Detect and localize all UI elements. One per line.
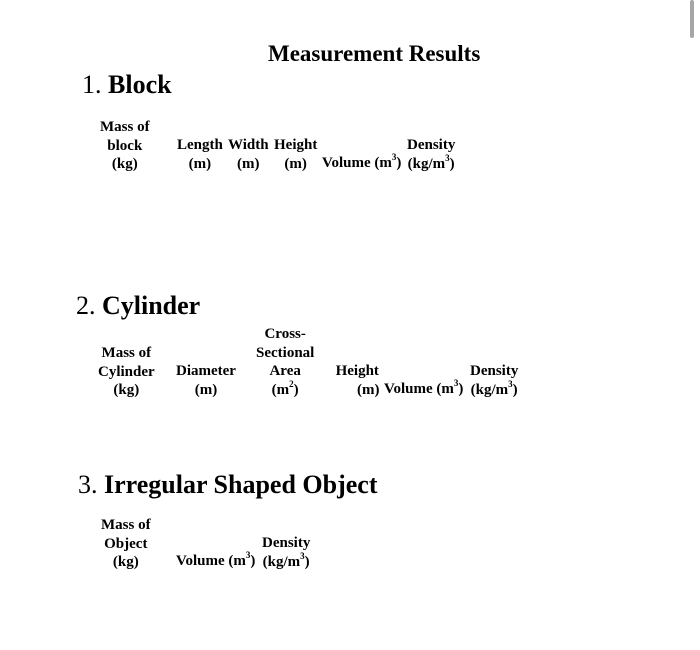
section-number: 2. (76, 291, 96, 320)
column-cross-sectional-area: Cross- Sectional Area $(m^2)$ (256, 326, 315, 398)
section-name: Block (108, 70, 172, 99)
column-density: Density $(kg/m^3)$ (262, 535, 311, 570)
column-length: Length (m) (177, 137, 223, 172)
column-width: Width (m) (228, 137, 269, 172)
vertical-scrollbar[interactable] (690, 0, 694, 38)
column-diameter: Diameter (m) (176, 363, 236, 398)
column-volume: Volume $(m^3)$ (384, 378, 464, 397)
section-heading-cylinder (76, 291, 200, 321)
column-mass-of-object: Mass of Object (kg) (101, 517, 151, 570)
section-number: 1. (82, 70, 102, 99)
column-density: Density $(kg/m^3)$ (407, 137, 456, 172)
column-height: Height (m) (274, 137, 318, 172)
section-heading-irregular-object (78, 470, 377, 500)
section-heading-block (82, 70, 172, 100)
section-name: Irregular Shaped Object (104, 470, 378, 499)
column-mass-of-block: Mass of block (kg) (100, 119, 150, 172)
column-density: Density $(kg/m^3)$ (470, 363, 519, 398)
column-height: Height (m) (335, 363, 380, 398)
column-volume: Volume $(m^3)$ (322, 152, 402, 171)
page-title: Measurement Results (268, 41, 481, 66)
column-mass-of-cylinder: Mass of Cylinder (kg) (98, 345, 155, 398)
section-name: Cylinder (102, 291, 201, 320)
section-number: 3. (78, 470, 98, 499)
column-volume: Volume $(m^3)$ (176, 550, 256, 569)
